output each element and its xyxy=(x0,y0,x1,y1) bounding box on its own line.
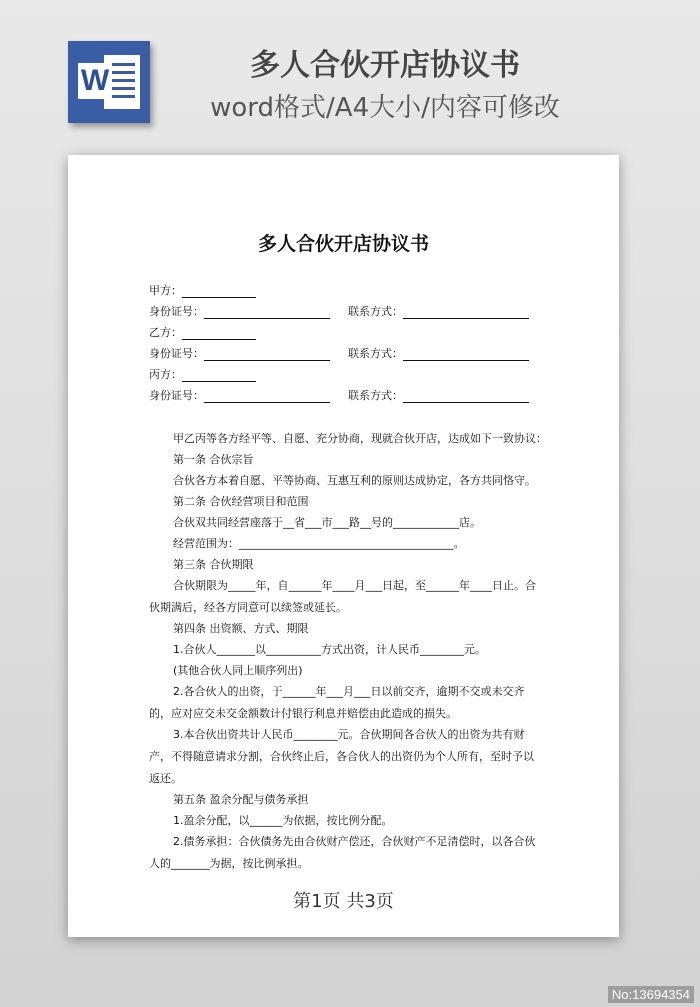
party-a-line xyxy=(149,281,256,301)
party-b-id-blank[interactable] xyxy=(204,346,330,361)
article-text: (其他合伙人同上顺序列出) xyxy=(173,664,303,677)
party-c-contact-line xyxy=(348,386,529,406)
article-heading: 第四条 出资额、方式、期限 xyxy=(173,622,309,635)
article-text: 1.合伙人_______以__________方式出资，计人民币________元。 xyxy=(173,643,486,656)
party-c-blank[interactable] xyxy=(182,367,256,382)
contact-label: 联系方式： xyxy=(348,347,403,360)
id-label: 身份证号： xyxy=(149,389,204,402)
party-b-id-line xyxy=(149,344,330,364)
header-title: 多人合伙开店协议书 xyxy=(250,48,520,83)
article-text: 合伙期限为_____年，自______年____月___日起，至______年____日止。合伙期满后，经各方同意可以续签或延长。 xyxy=(149,579,536,614)
article-text: 2.各合伙人的出资，于______年___月___日以前交齐，逾期不交或未交齐的，应对应交未交金额数计付银行利息并赔偿由此造成的损失。 xyxy=(149,685,525,720)
article-text: 合伙各方本着自愿、平等协商、互惠互利的原则达成协定，各方共同恪守。 xyxy=(173,474,536,487)
party-c-contact-blank[interactable] xyxy=(403,388,529,403)
article-heading: 第五条 盈余分配与债务承担 xyxy=(173,793,309,806)
party-label: 丙方： xyxy=(149,368,182,381)
party-c-id-blank[interactable] xyxy=(204,388,330,403)
word-letter: W xyxy=(78,63,112,99)
party-c-id-line xyxy=(149,386,330,406)
party-a-contact-blank[interactable] xyxy=(403,304,529,319)
party-b-line xyxy=(149,323,256,343)
article-text: 1.盈余分配，以______为依据，按比例分配。 xyxy=(173,814,393,827)
intro-paragraph: 甲乙丙等各方经平等、自愿、充分协商，现就合伙开店，达成如下一致协议： xyxy=(173,432,547,445)
party-c-line xyxy=(149,365,256,385)
image-id-label: No:13694354 xyxy=(608,986,694,1003)
party-a-blank[interactable] xyxy=(182,283,256,298)
contact-label: 联系方式： xyxy=(348,305,403,318)
party-label: 甲方： xyxy=(149,284,182,297)
party-b-blank[interactable] xyxy=(182,325,256,340)
party-label: 乙方： xyxy=(149,326,182,339)
party-b-contact-line xyxy=(348,344,529,364)
document-title: 多人合伙开店协议书 xyxy=(257,233,429,255)
id-label: 身份证号： xyxy=(149,305,204,318)
party-a-id-line xyxy=(149,302,330,322)
document-page xyxy=(68,155,619,937)
page-counter: 第1页 共3页 xyxy=(293,891,394,912)
article-text: 3.本合伙出资共计人民币________元。合伙期间各合伙人的出资为共有财产，不得随意请求分割，合伙终止后，各合伙人的出资仍为个人所有，至时予以返还。 xyxy=(149,728,534,785)
article-heading: 第二条 合伙经营项目和范围 xyxy=(173,495,309,508)
article-heading: 第一条 合伙宗旨 xyxy=(173,453,254,466)
id-label: 身份证号： xyxy=(149,347,204,360)
article-text: 经营范围为：_______________________________________。 xyxy=(173,537,465,550)
party-a-contact-line xyxy=(348,302,529,322)
header-subtitle: word格式/A4大小/内容可修改 xyxy=(210,93,560,123)
party-b-contact-blank[interactable] xyxy=(403,346,529,361)
contact-label: 联系方式： xyxy=(348,389,403,402)
party-a-id-blank[interactable] xyxy=(204,304,330,319)
article-text: 合伙双共同经营座落于__省___市___路__号的____________店。 xyxy=(173,516,481,529)
word-icon xyxy=(68,41,150,123)
article-heading: 第三条 合伙期限 xyxy=(173,558,254,571)
article-text: 2.债务承担：合伙债务先由合伙财产偿还，合伙财产不足清偿时，以各合伙人的_______为据，按比例承担。 xyxy=(149,835,536,870)
